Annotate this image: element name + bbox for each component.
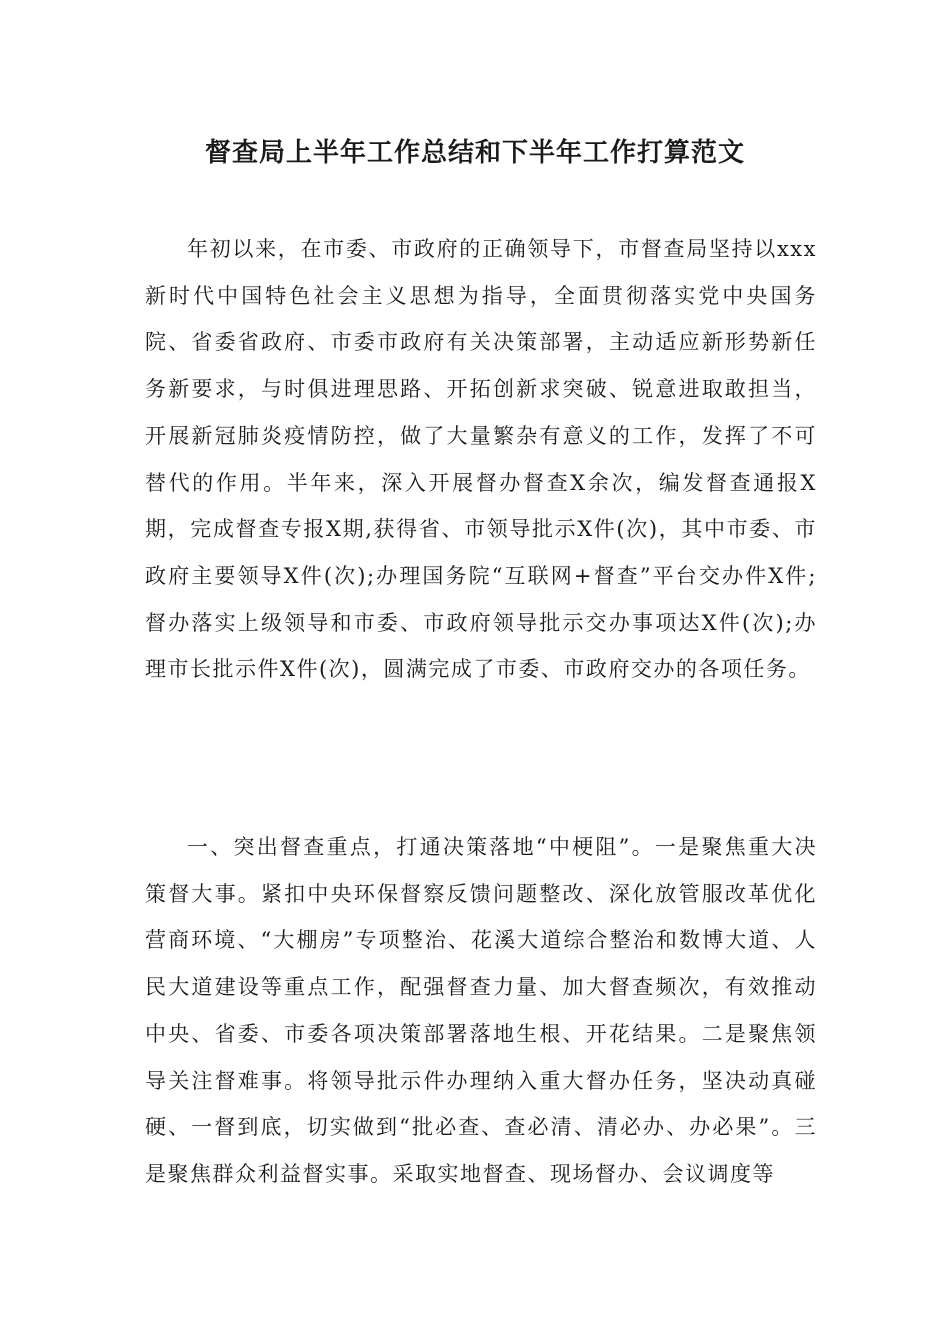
paragraph-block-2 [145,824,817,1198]
paragraph-block-1 [145,226,817,693]
paragraph-intro: 年初以来，在市委、市政府的正确领导下，市督查局坚持以xxx新时代中国特色社会主义思想为指导，全面贯彻落实党中央国务院、省委省政府、市委市政府有关决策部署，主动适应新形势新任务新要求，与时俱进理思路、开拓创新求突破、锐意进取敢担当，开展新冠肺炎疫情防控，做了大量繁杂有意义的工作，发挥了不可替代的作用。半年来，深入开展督办督查X余次，编发督查通报X期，完成督查专报X期,获得省、市领导批示X件(次)，其中市委、市政府主要领导X件(次);办理国务院“互联网+督查”平台交办件X件;督办落实上级领导和市委、市政府领导批示交办事项达X件(次);办理市长批示件X件(次)，圆满完成了市委、市政府交办的各项任务。 [145,237,817,682]
document-title: 督查局上半年工作总结和下半年工作打算范文 [204,138,745,168]
paragraph-section-one: 一、突出督查重点，打通决策落地“中梗阻”。一是聚焦重大决策督大事。紧扣中央环保督察反馈问题整改、深化放管服改革优化营商环境、“大棚房”专项整治、花溪大道综合整治和数博大道、人民大道建设等重点工作，配强督查力量、加大督查频次，有效推动中央、省委、市委各项决策部署落地生根、开花结果。二是聚焦领导关注督难事。将领导批示件办理纳入重大督办任务，坚决动真碰硬、一督到底，切实做到“批必查、查必清、清必办、办必果”。三是聚焦群众利益督实事。采取实地督查、现场督办、会议调度等 [145,835,817,1186]
